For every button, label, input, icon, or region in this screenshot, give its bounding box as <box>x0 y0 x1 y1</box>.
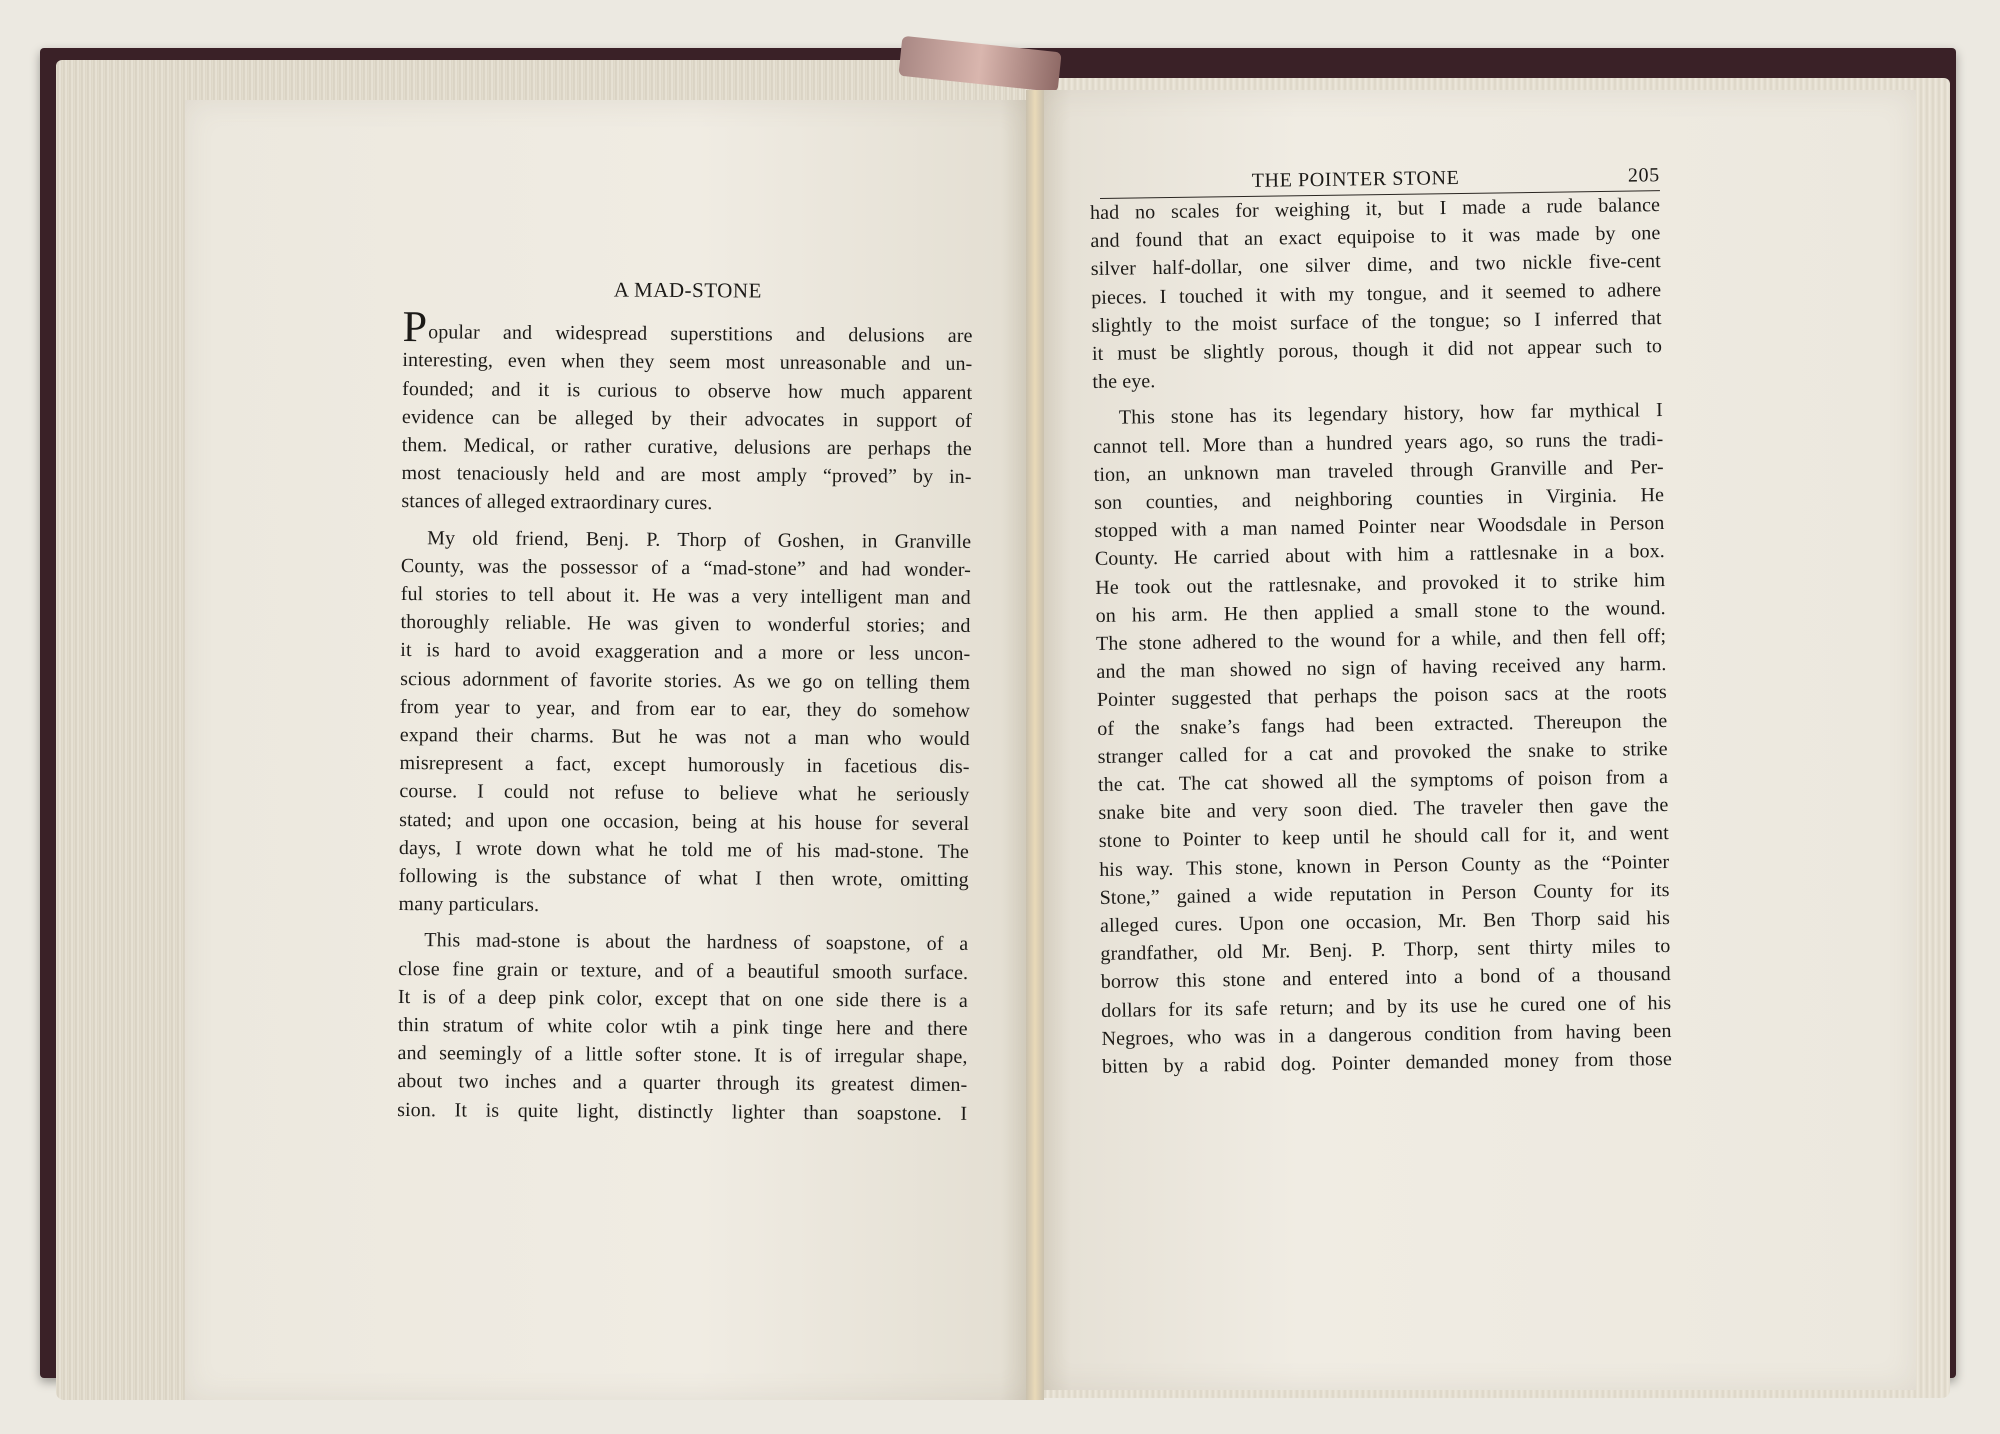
text-line: bitten by a rabid dog. Pointer demanded money from those <box>1101 1048 1673 1079</box>
text-line: thin stratum of white color wtih a pink tinge here and there <box>397 1014 968 1041</box>
text-line: stopped with a man named Pointer near Woodsdale in Person <box>1094 512 1665 543</box>
text-line: scious adornment of favorite stories. As we go on telling them <box>400 667 971 694</box>
text-line: it is hard to avoid exaggeration and a more or less uncon- <box>400 639 971 666</box>
text-line: It is of a deep pink color, except that on one side there is a <box>397 985 968 1012</box>
text-line: tion, an unknown man traveled through Granville and Per- <box>1093 455 1664 486</box>
text-line: following is the substance of what I then wrote, omitting <box>398 865 969 892</box>
text-line: founded; and it is curious to observe how much apparent <box>402 377 973 404</box>
text-line: interesting, even when they seem most unreasonable and un- <box>402 349 973 376</box>
text-line: from year to year, and from ear to ear, they do somehow <box>399 695 971 722</box>
text-line: Negroes, who was in a dangerous condition from having been <box>1101 1019 1672 1050</box>
text-line: it must be slightly porous, though it did not appear such to <box>1091 335 1663 366</box>
left-page-text <box>397 274 973 1128</box>
text-line: borrow this stone and entered into a bond of a thousand <box>1100 963 1671 994</box>
text-line: slightly to the moist surface of the tongue; so I inferred that <box>1091 306 1662 337</box>
book-gutter <box>1026 90 1044 1400</box>
chapter-title: A MAD-STONE <box>613 277 762 303</box>
text-line: son counties, and neighboring counties in Virginia. He <box>1093 484 1665 515</box>
text-line: expand their charms. But he was not a man who would <box>399 724 970 751</box>
text-line: He took out the rattlesnake, and provoked it to strike him <box>1095 568 1666 599</box>
text-line <box>402 302 973 352</box>
text-line: Pointer suggested that perhaps the poison sacs at the roots <box>1096 681 1667 712</box>
text-line: them. Medical, or rather curative, delusions are perhaps the <box>401 434 972 461</box>
text-line: Stone,” gained a wide reputation in Person County for its <box>1099 878 1670 909</box>
text-line: evidence can be alleged by their advocates in support of <box>401 405 973 432</box>
text-line: This stone has its legendary history, how far mythical I <box>1118 399 1664 430</box>
text-line: stranger called for a cat and provoked the snake to strike <box>1097 737 1668 768</box>
text-line: County, was the possessor of a “mad-stone” and had wonder- <box>400 554 971 581</box>
text-line: the eye. <box>1092 370 1156 394</box>
text-line: The stone adhered to the wound for a while, and then fell off; <box>1095 625 1667 656</box>
text-line: and seemingly of a little softer stone. It is of irregular shape, <box>397 1042 968 1069</box>
running-title: THE POINTER STONE <box>1251 166 1460 192</box>
page-number: 205 <box>1627 164 1660 187</box>
text-line: stone to Pointer to keep until he should call for it, and went <box>1098 822 1669 853</box>
text-line: sion. It is quite light, distinctly lighter than soapstone. I <box>397 1098 968 1125</box>
text-line: alleged cures. Upon one occasion, Mr. Ben Thorp said his <box>1099 907 1671 938</box>
text-line: dollars for its safe return; and by its use he cured one of his <box>1101 991 1672 1022</box>
text-line: of the snake’s fangs had been extracted. Thereupon the <box>1097 709 1668 740</box>
text-line: most tenaciously held and are most amply “proved” by in- <box>401 462 972 489</box>
text-line: County. He carried about with him a rattlesnake in a box. <box>1094 540 1665 571</box>
text-line: ful stories to tell about it. He was a very intelligent man and <box>400 583 971 610</box>
text-line: grandfather, old Mr. Benj. P. Thorp, sent thirty miles to <box>1100 935 1671 966</box>
text-line: snake bite and very soon died. The traveler then gave the <box>1098 794 1669 825</box>
text-line: My old friend, Benj. P. Thorp of Goshen, in Granville <box>427 526 972 553</box>
dropcap: P <box>402 302 428 352</box>
text-line: silver half-dollar, one silver dime, and two nickle five-cent <box>1090 250 1661 281</box>
text-line: about two inches and a quarter through its greatest dimen- <box>397 1070 968 1097</box>
text-line-content: opular and widespread superstitions and delusions are <box>428 321 973 348</box>
text-line: cannot tell. More than a hundred years ago, so runs the tradi- <box>1093 427 1664 458</box>
text-line: thoroughly reliable. He was given to wonderful stories; and <box>400 611 971 638</box>
text-line: many particulars. <box>398 893 540 917</box>
text-line: stances of alleged extraordinary cures. <box>401 490 713 515</box>
text-line: stated; and upon one occasion, being at his house for several <box>399 808 970 835</box>
text-line: close fine grain or texture, and of a beautiful smooth surface. <box>398 957 969 984</box>
text-line: had no scales for weighing it, but I made a rude balance <box>1089 194 1661 225</box>
text-line: days, I wrote down what he told me of his mad-stone. The <box>398 836 970 863</box>
text-line: and the man showed no sign of having received any harm. <box>1096 653 1667 684</box>
text-line: pieces. I touched it with my tongue, and it seemed to adhere <box>1091 278 1662 309</box>
text-line: his way. This stone, known in Person County as the “Pointer <box>1099 850 1670 881</box>
text-line: course. I could not refuse to believe what he seriously <box>399 780 970 807</box>
text-line: on his arm. He then applied a small stone to the wound. <box>1095 596 1666 627</box>
text-line: This mad-stone is about the hardness of soapstone, of a <box>424 929 969 956</box>
text-line: and found that an exact equipoise to it was made by one <box>1090 222 1661 253</box>
right-page-text <box>1090 191 1672 1081</box>
text-line: misrepresent a fact, except humorously in facetious dis- <box>399 752 970 779</box>
text-line: the cat. The cat showed all the symptoms of poison from a <box>1097 766 1669 797</box>
